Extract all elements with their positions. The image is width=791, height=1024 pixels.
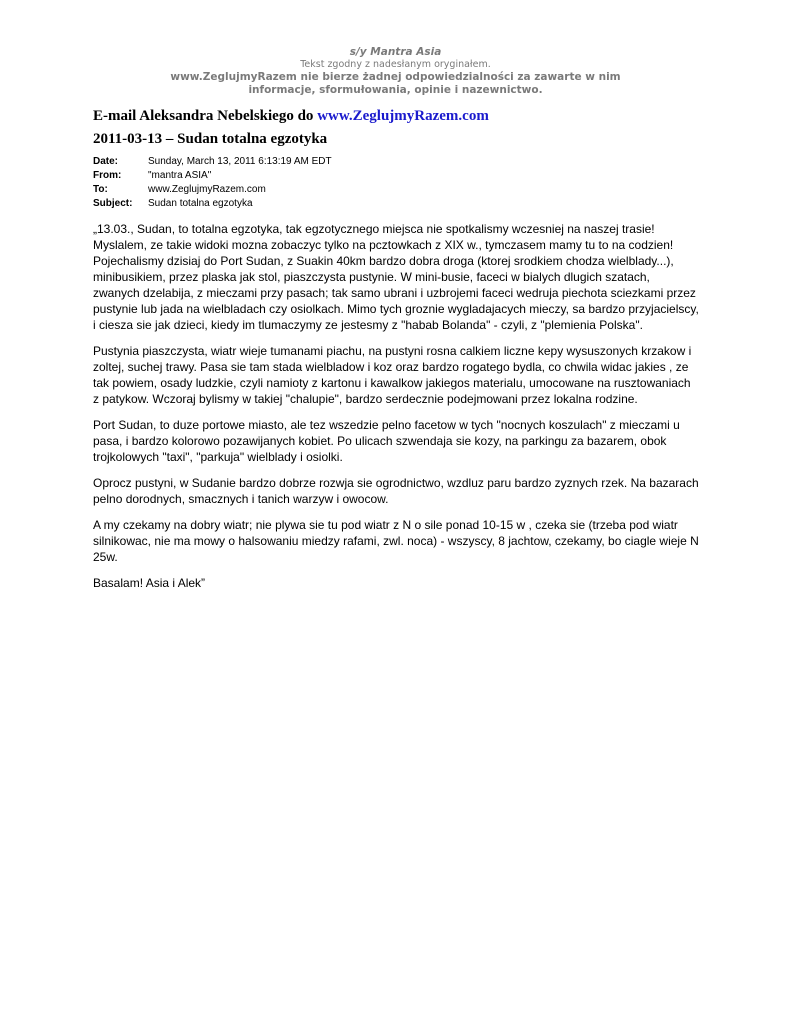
meta-row-from xyxy=(93,169,332,183)
meta-row-date xyxy=(93,155,332,169)
meta-row-to xyxy=(93,183,332,197)
body-paragraph: „13.03., Sudan, to totalna egzotyka, tak egzotycznego miejsca nie spotkalismy wczesniej na naszej trasie! Myslalem, ze takie widoki mozna zobaczyc tylko na pcztowkach z XIX w., tymczasem mamy tu to na codzien! Pojechalismy dzisiaj do Port Sudan, z Suakin 40km bardzo dobra droga (ktorej srodkiem chodza wielblady...), minibusikiem, przez plaska jak stol, piaszczysta pustynie. W mini-busie, faceci w bialych dlugich szatach, zwanych dzelabija, z mieczami przy pasach; tak samo ubrani i uzbrojemi faceci wedruja piechota sciezkami przez pustynie lub jada na wielbladach czy osiolkach. Mimo tych groznie wygladajacych mieczy, sa bardzo przyjacielscy, i ciesza sie jak dzieci, kiedy im tlumaczymy ze jestesmy z "habab Bolanda" - czyli, z "plemienia Polska". xyxy=(93,222,699,332)
body-paragraph: Port Sudan, to duze portowe miasto, ale tez wszedzie pelno facetow w tych "nocnych koszulach" z mieczami u pasa, i bardzo kolorowo pozawijanych kobiet. Po ulicach szwendaja sie kozy, na parkingu za bazarem, obok trojkolowych "taxi", "parkuja" wielblady i osiolki. xyxy=(93,418,680,464)
body-paragraph: A my czekamy na dobry wiatr; nie plywa sie tu pod wiatr z N o sile ponad 10-15 w , czeka sie (trzeba pod wiatr silnikowac, nie ma mowy o halsowaniu miedzy rafami, zwl. noca) - wszyscy, 8 jachtow, czekamy, bo ciagle wieje N 25w. xyxy=(93,518,699,564)
body-paragraph: Oprocz pustyni, w Sudanie bardzo dobrze rozwja sie ogrodnictwo, wzdluz paru bardzo zyznych rzek. Na bazarach pelno dorodnych, smacznych i tanich warzyw i owocow. xyxy=(93,476,699,506)
email-heading-text: E-mail Aleksandra Nebelskiego do xyxy=(93,108,318,124)
disclaimer-line-2: informacje, sformułowania, opinie i nazewnictwo. xyxy=(248,84,543,96)
disclaimer-title: s/y Mantra Asia xyxy=(349,46,442,58)
disclaimer-subtitle: Tekst zgodny z nadesłanym oryginałem. xyxy=(300,59,491,70)
email-heading xyxy=(93,107,489,125)
disclaimer-block xyxy=(0,46,791,97)
body-paragraph: Pustynia piaszczysta, wiatr wieje tumanami piachu, na pustyni rosna calkiem liczne kepy wysuszonych krzakow i zoltej, suchej trawy. Pasa sie tam stada wielbladow i koz oraz bardzo rogatego bydla, co chwila widac jakies , ze tak powiem, osady ludzkie, czyli namioty z kartonu i kawalkow jakiegos materialu, umocowane na rusztowaniach z patykow. Wczoraj bylismy w takiej "chalupie", bardzo serdecznie podejmowani przez lokalna rodzine. xyxy=(93,344,692,406)
body-signoff: Basalam! Asia i Alek” xyxy=(93,576,206,590)
meta-label: Date: xyxy=(93,156,119,167)
email-meta xyxy=(93,155,332,211)
meta-value: www.ZeglujmyRazem.com xyxy=(148,184,266,195)
meta-value: Sunday, March 13, 2011 6:13:19 AM EDT xyxy=(148,156,332,167)
meta-value: "mantra ASIA" xyxy=(148,170,212,181)
meta-value: Sudan totalna egzotyka xyxy=(148,198,253,209)
meta-label: Subject: xyxy=(93,198,133,209)
post-title: 2011-03-13 – Sudan totalna egzotyka xyxy=(93,131,328,147)
meta-row-subject xyxy=(93,197,332,211)
disclaimer-line-1: www.ZeglujmyRazem nie bierze żadnej odpowiedzialności za zawarte w nim xyxy=(170,71,621,83)
site-link[interactable]: www.ZeglujmyRazem.com xyxy=(317,108,489,124)
email-body xyxy=(93,221,699,601)
meta-label: From: xyxy=(93,170,122,181)
meta-label: To: xyxy=(93,184,108,195)
